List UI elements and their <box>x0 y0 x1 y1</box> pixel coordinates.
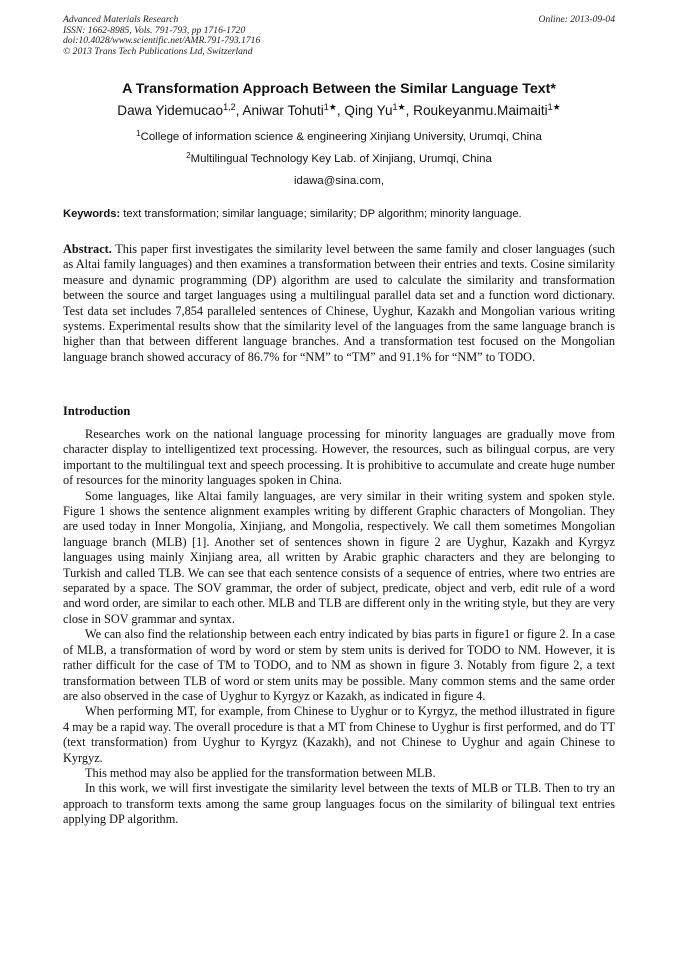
section-heading-introduction: Introduction <box>63 404 131 418</box>
affiliation-1: $^1$College of information science & engineering Xinjiang University, Urumqi, China <box>136 129 542 143</box>
journal-name: Advanced Materials Research <box>63 14 179 25</box>
paragraph: When performing MT, for example, from Chinese to Uyghur or to Kyrgyz, the method illustrated in figure 4 may be a rapid way. The overall procedure is that a MT from Chinese to Uyghur is first performed, and do TT (text transformation) from Uyghur to Kyrgyz (Kazakh), and not Chinese to Uyghur and again Chinese to Kyrgyz. <box>63 704 615 765</box>
paragraph: Some languages, like Altai family languages, are very similar in their writing system and spoken style. Figure 1 shows the sentence alignment examples writing by different Graphic characters of Mongolian. They are used today in Inner Mongolia, Xinjiang, and Mongolia, respectively. We call them sometimes Mongolian language branch (MLB) [1]. Another set of sentences shown in figure 2 are Uyghur, Kazakh and Kyrgyz languages using mainly Xinjiang area, all written by Arabic graphic characters and they are belonging to Turkish and called TLB. We can see that each sentence consists of a sequence of entries, where two entries are separated by a space. The SOV grammar, the order of subject, predicate, object and verb, edit rule of a word and word order, are similar to each other. MLB and TLB are different only in the writing style, but they are very close in SOV grammar and syntax. <box>63 488 615 626</box>
paragraph: We can also find the relationship between each entry indicated by bias parts in figure1 or figure 2. In a case of MLB, a transformation of word by word or stem by stem units is derived for TODO to NM. However, it is rather difficult for the case of TM to TODO, and to NM as shown in figure 3. Notably from figure 2, a text transformation between TLB of word or stem units may be possible. Many common stems and the same order are also observed in the case of Uyghur to Kyrgyz or Kazakh, as indicated in figure 4. <box>63 627 615 703</box>
paragraph: In this work, we will first investigate the similarity level between the texts of MLB or TLB. Then to try an approach to transform texts among the same group languages focus on the similarity of bilingual text entries applying DP algorithm. <box>63 781 615 827</box>
author-list <box>0 103 678 118</box>
author: Dawa Yidemucao$^{1,2}$, <box>117 102 243 118</box>
affiliation-2: $^2$Multilingual Technology Key Lab. of Xinjiang, Urumqi, China <box>186 151 492 165</box>
introduction-body <box>63 427 615 828</box>
keywords <box>63 208 615 220</box>
keywords-text: text transformation; similar language; similarity; DP algorithm; minority language. <box>120 208 522 220</box>
paragraph: Researches work on the national language processing for minority languages are gradually move from character display to intelligentized text processing. However, the resources, such as bilingual corpus, are very important to the multilingual text and speech processing. It is prohibitive to accumulate and create huge number of resources for the minority languages spoken in China. <box>63 427 615 488</box>
email: idawa@sina.com, <box>293 175 385 187</box>
paper-title: A Transformation Approach Between the Similar Language Text* <box>122 81 556 97</box>
author: Qing $Yu^{1★}$, <box>344 102 414 118</box>
keywords-label: Keywords: <box>63 208 121 220</box>
abstract-text: This paper first investigates the similarity level between the same family and closer languages (such as Altai family languages) and then examines a transformation between their entries and texts. Cosine similarity measure and dynamic programming (DP) algorithm are used to calculate the similarity and transformation between the source and target languages using a multilingual parallel data set and a function word dictionary. Test data set includes 7,854 paralleled sentences of Chinese, Uyghur, Kazakh and Mongolian various writing systems. Experimental results show that the similarity level of the languages from the same language branch is higher than that between different language branches. And a transformation test focused on the Mongolian language branch showed accuracy of 86.7% for “NM” to “TM” and 91.1% for “NM” to TODO. <box>63 242 615 364</box>
author: Aniwar Tohuti$^{1★}$, <box>242 102 345 118</box>
issn-line: ISSN: 1662-8985, Vols. 791-793, pp 1716-1720 <box>63 24 246 36</box>
abstract <box>63 242 615 365</box>
abstract-label: Abstract. <box>63 242 112 256</box>
doi-line: doi:10.4028/www.scientific.net/AMR.791-793.1716 <box>63 35 261 47</box>
paragraph: This method may also be applied for the transformation between MLB. <box>85 765 436 780</box>
author: Roukeyanmu.Maimaiti$^{1★}$ <box>413 102 561 118</box>
journal-header <box>63 15 615 57</box>
copyright-line: © 2013 Trans Tech Publications Ltd, Switzerland <box>63 45 253 57</box>
online-date: Online: 2013-09-04 <box>538 14 615 25</box>
